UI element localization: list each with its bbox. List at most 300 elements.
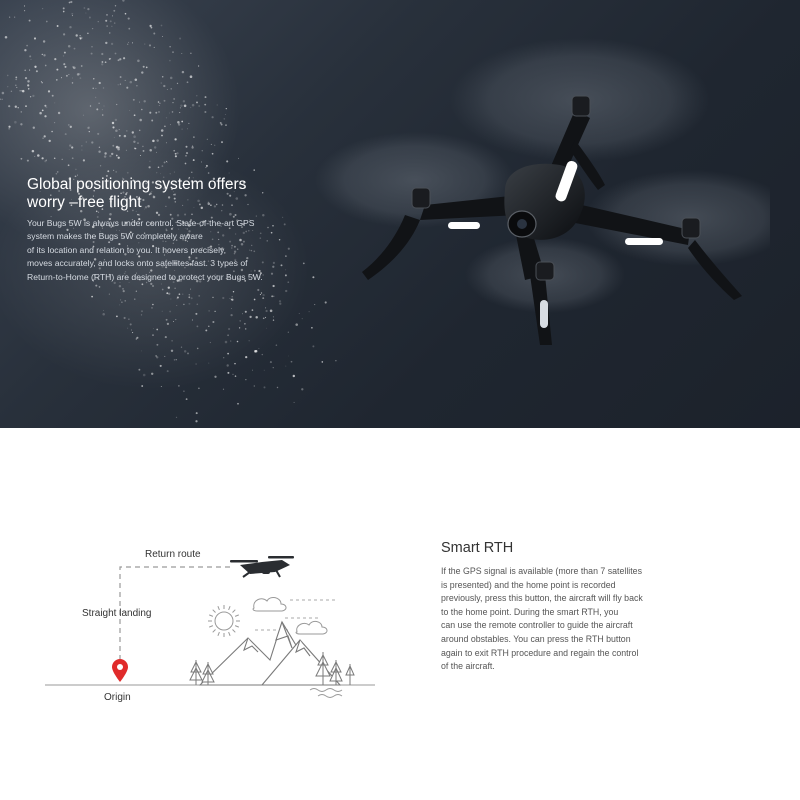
particle-dot (46, 21, 48, 23)
particle-dot (188, 123, 189, 124)
particle-dot (72, 66, 73, 67)
particle-dot (171, 350, 173, 352)
particle-dot (89, 17, 91, 19)
particle-dot (249, 340, 250, 341)
particle-dot (266, 310, 268, 312)
particle-dot (164, 356, 165, 357)
particle-dot (182, 293, 183, 294)
particle-dot (156, 172, 157, 173)
particle-dot (121, 301, 123, 303)
sun-ray (209, 615, 213, 617)
particle-dot (172, 51, 174, 53)
particle-dot (72, 82, 74, 84)
particle-dot (80, 37, 82, 39)
particle-dot (42, 82, 43, 83)
particle-dot (92, 28, 93, 29)
particle-dot (18, 107, 19, 108)
particle-dot (25, 77, 27, 79)
particle-dot (134, 299, 135, 300)
smart-rth-description-line: previously, press this button, the aircraft will fly back (441, 593, 643, 604)
particle-dot (227, 334, 229, 336)
particle-dot (143, 66, 145, 68)
particle-dot (29, 20, 31, 22)
particle-dot (168, 286, 170, 288)
particle-dot (183, 100, 185, 102)
particle-dot (174, 288, 175, 289)
particle-dot (149, 149, 152, 152)
particle-dot (242, 313, 243, 314)
particle-dot (142, 146, 144, 148)
particle-dot (134, 148, 136, 150)
particle-dot (100, 165, 101, 166)
particle-dot (169, 60, 171, 62)
particle-dot (245, 328, 247, 330)
particle-dot (65, 133, 67, 135)
particle-dot (139, 130, 140, 131)
particle-dot (11, 91, 12, 92)
particle-dot (166, 319, 168, 321)
particle-dot (109, 32, 110, 33)
particle-dot (63, 11, 65, 13)
particle-dot (81, 65, 83, 67)
particle-dot (214, 311, 215, 312)
particle-dot (51, 131, 53, 133)
particle-dot (33, 127, 35, 129)
particle-dot (189, 294, 190, 295)
hero-title (27, 176, 327, 212)
smart-rth-description-line: around obstables. You can press the RTH button (441, 633, 631, 644)
particle-dot (223, 389, 224, 390)
particle-dot (54, 58, 56, 60)
particle-dot (112, 126, 114, 128)
particle-dot (195, 313, 197, 315)
particle-dot (115, 5, 116, 6)
particle-dot (176, 417, 177, 418)
particle-dot (184, 213, 186, 215)
particle-dot (113, 170, 114, 171)
particle-dot (212, 297, 213, 298)
particle-dot (226, 108, 227, 109)
particle-dot (114, 137, 115, 138)
particle-dot (37, 154, 40, 157)
particle-dot (154, 47, 155, 48)
particle-dot (262, 354, 263, 355)
particle-dot (208, 310, 209, 311)
particle-dot (8, 126, 10, 128)
particle-dot (172, 102, 173, 103)
particle-dot (155, 355, 157, 357)
particle-dot (198, 65, 199, 66)
particle-dot (102, 313, 105, 316)
particle-dot (170, 88, 171, 89)
particle-dot (125, 80, 126, 81)
particle-dot (206, 165, 208, 167)
particle-dot (294, 402, 295, 403)
particle-dot (225, 124, 227, 126)
particle-dot (211, 144, 212, 145)
particle-dot (237, 403, 239, 405)
particle-dot (239, 327, 240, 328)
particle-dot (104, 152, 106, 154)
particle-dot (101, 53, 103, 55)
particle-dot (231, 299, 232, 300)
particle-dot (198, 295, 200, 297)
particle-dot (223, 357, 224, 358)
particle-dot (285, 290, 287, 292)
particle-dot (115, 171, 117, 173)
particle-dot (170, 214, 172, 216)
particle-dot (41, 157, 43, 159)
particle-dot (124, 317, 126, 319)
particle-dot (160, 82, 162, 84)
particle-dot (103, 310, 104, 311)
particle-dot (161, 386, 162, 387)
particle-dot (181, 53, 182, 54)
particle-dot (165, 336, 167, 338)
particle-dot (119, 58, 121, 60)
particle-dot (238, 158, 239, 159)
particle-dot (118, 59, 120, 61)
particle-dot (198, 105, 200, 107)
particle-dot (120, 299, 121, 300)
particle-dot (24, 10, 25, 11)
particle-dot (126, 130, 128, 132)
particle-dot (109, 213, 112, 216)
particle-dot (29, 55, 31, 57)
particle-dot (227, 353, 229, 355)
particle-dot (16, 87, 17, 88)
particle-dot (221, 141, 223, 143)
particle-dot (229, 173, 230, 174)
particle-dot (2, 92, 5, 95)
particle-dot (222, 297, 224, 299)
particle-dot (127, 44, 128, 45)
particle-dot (140, 155, 141, 156)
particle-dot (93, 88, 94, 89)
particle-dot (91, 141, 93, 143)
particle-dot (127, 172, 129, 174)
particle-dot (34, 156, 35, 157)
particle-dot (166, 142, 167, 143)
particle-dot (42, 54, 43, 55)
particle-dot (273, 367, 274, 368)
particle-dot (156, 139, 158, 141)
sun-ray (229, 606, 231, 610)
particle-dot (66, 75, 68, 77)
particle-dot (84, 7, 86, 9)
particle-dot (231, 308, 232, 309)
particle-dot (75, 169, 77, 171)
particle-dot (133, 99, 135, 101)
particle-dot (265, 307, 266, 308)
particle-dot (158, 167, 160, 169)
particle-dot (180, 105, 182, 107)
particle-dot (32, 95, 34, 97)
particle-dot (229, 298, 230, 299)
particle-dot (56, 79, 58, 81)
particle-dot (44, 115, 46, 117)
particle-dot (205, 167, 206, 168)
particle-dot (245, 356, 247, 358)
particle-dot (264, 370, 265, 371)
particle-dot (214, 145, 215, 146)
particle-dot (151, 307, 153, 309)
particle-dot (177, 121, 180, 124)
water-icon (310, 689, 342, 698)
particle-dot (196, 101, 198, 103)
particle-dot (161, 25, 163, 27)
particle-dot (273, 319, 274, 320)
smart-rth-description-line: of the aircraft. (441, 661, 495, 672)
particle-dot (158, 214, 160, 216)
particle-dot (162, 311, 163, 312)
particle-dot (112, 122, 114, 124)
particle-dot (14, 17, 15, 18)
particle-dot (15, 106, 17, 108)
hero-description (27, 217, 327, 284)
particle-dot (24, 70, 26, 72)
particle-dot (265, 317, 266, 318)
particle-dot (220, 122, 222, 124)
particle-dot (131, 330, 132, 331)
particle-dot (155, 112, 157, 114)
particle-dot (45, 65, 47, 67)
sun-ray (209, 626, 213, 628)
particle-dot (149, 112, 151, 114)
particle-dot (107, 26, 108, 27)
particle-dot (27, 160, 29, 162)
particle-dot (58, 112, 60, 114)
particle-dot (130, 323, 132, 325)
particle-dot (15, 85, 17, 87)
particle-dot (115, 130, 118, 133)
particle-dot (21, 158, 23, 160)
particle-dot (291, 361, 293, 363)
cloud-icon (253, 597, 327, 634)
particle-dot (228, 328, 230, 330)
particle-dot (54, 158, 56, 160)
particle-dot (195, 420, 197, 422)
particle-dot (119, 129, 120, 130)
particle-dot (63, 63, 65, 65)
hero-title-line: worry –free flight (27, 194, 142, 211)
particle-dot (262, 294, 264, 296)
particle-dot (273, 316, 274, 317)
particle-dot (26, 45, 28, 47)
particle-dot (186, 152, 188, 154)
particle-dot (204, 111, 206, 113)
particle-dot (253, 169, 254, 170)
particle-dot (151, 120, 153, 122)
particle-dot (149, 161, 150, 162)
particle-dot (169, 113, 170, 114)
particle-dot (76, 34, 78, 36)
hero-description-line: Return-to-Home (RTH) are designed to protect your Bugs 5W. (27, 271, 263, 282)
particle-dot (141, 71, 143, 73)
particle-dot (68, 124, 70, 126)
particle-dot (225, 114, 226, 115)
particle-dot (153, 328, 154, 329)
smart-rth-description-line: again to exit RTH procedure and regain the control (441, 647, 639, 658)
particle-dot (104, 106, 105, 107)
particle-dot (186, 146, 188, 148)
particle-dot (166, 292, 168, 294)
particle-dot (254, 385, 255, 386)
particle-dot (27, 80, 29, 82)
particle-dot (235, 375, 237, 377)
particle-dot (15, 77, 17, 79)
particle-dot (98, 103, 99, 104)
particle-dot (276, 344, 278, 346)
particle-dot (136, 291, 137, 292)
particle-dot (128, 28, 130, 30)
particle-dot (134, 114, 136, 116)
particle-dot (212, 321, 214, 323)
particle-dot (71, 146, 73, 148)
particle-dot (132, 42, 133, 43)
particle-dot (198, 387, 200, 389)
particle-dot (214, 376, 216, 378)
particle-dot (262, 297, 264, 299)
particle-dot (99, 82, 101, 84)
particle-dot (113, 10, 115, 12)
particle-dot (167, 370, 169, 372)
particle-dot (207, 139, 208, 140)
particle-dot (170, 124, 171, 125)
particle-dot (137, 214, 138, 215)
particle-dot (54, 122, 55, 123)
particle-dot (254, 299, 256, 301)
particle-dot (191, 172, 192, 173)
particle-dot (71, 13, 73, 15)
particle-dot (208, 326, 209, 327)
particle-dot (32, 150, 35, 153)
particle-dot (239, 320, 241, 322)
particle-dot (118, 84, 119, 85)
particle-dot (173, 98, 174, 99)
particle-dot (270, 361, 272, 363)
particle-dot (99, 147, 100, 148)
particle-dot (174, 138, 176, 140)
particle-dot (83, 159, 85, 161)
particle-dot (166, 117, 167, 118)
particle-dot (295, 323, 298, 326)
particle-dot (98, 150, 100, 152)
particle-dot (116, 146, 119, 149)
particle-dot (136, 338, 137, 339)
particle-dot (98, 21, 99, 22)
particle-dot (172, 111, 174, 113)
particle-dot (123, 57, 125, 59)
particle-dot (162, 165, 164, 167)
particle-dot (42, 110, 44, 112)
particle-dot (266, 328, 267, 329)
particle-dot (96, 108, 98, 110)
particle-dot (141, 350, 142, 351)
particle-dot (192, 104, 195, 107)
particle-dot (226, 160, 228, 162)
particle-dot (69, 144, 71, 146)
particle-dot (184, 105, 187, 108)
particle-dot (111, 43, 113, 45)
particle-dot (5, 36, 8, 39)
particle-dot (169, 46, 170, 47)
particle-dot (41, 81, 42, 82)
particle-dot (81, 145, 82, 146)
particle-dot (176, 359, 177, 360)
particle-dot (87, 127, 89, 129)
particle-dot (137, 60, 140, 63)
particle-dot (109, 155, 111, 157)
particle-dot (138, 369, 140, 371)
particle-dot (212, 153, 214, 155)
particle-dot (119, 285, 121, 287)
particle-dot (141, 310, 143, 312)
particle-dot (288, 332, 289, 333)
particle-dot (151, 373, 153, 375)
particle-dot (152, 334, 153, 335)
particle-dot (188, 303, 190, 305)
particle-dot (63, 33, 65, 35)
particle-dot (34, 66, 36, 68)
particle-dot (149, 44, 151, 46)
particle-dot (20, 90, 21, 91)
particle-dot (48, 140, 50, 142)
particle-dot (90, 105, 91, 106)
particle-dot (181, 128, 182, 129)
sun-ray (229, 632, 231, 636)
particle-dot (175, 155, 177, 157)
particle-dot (234, 363, 236, 365)
particle-dot (255, 316, 258, 319)
particle-dot (137, 142, 138, 143)
particle-dot (285, 366, 286, 367)
origin-label: Origin (104, 692, 131, 703)
particle-dot (126, 150, 127, 151)
particle-dot (57, 25, 59, 27)
particle-dot (252, 309, 254, 311)
particle-dot (107, 170, 109, 172)
particle-dot (14, 121, 17, 124)
particle-dot (205, 96, 207, 98)
particle-dot (52, 95, 54, 97)
particle-dot (254, 350, 257, 353)
particle-dot (193, 136, 195, 138)
particle-dot (197, 303, 199, 305)
particle-dot (29, 70, 30, 71)
particle-dot (146, 67, 148, 69)
particle-dot (221, 124, 223, 126)
particle-dot (143, 150, 145, 152)
particle-dot (122, 288, 123, 289)
particle-dot (72, 157, 74, 159)
particle-dot (128, 319, 129, 320)
particle-dot (191, 146, 193, 148)
particle-dot (116, 104, 117, 105)
particle-dot (102, 109, 103, 110)
particle-dot (24, 49, 26, 51)
particle-dot (105, 42, 107, 44)
particle-dot (25, 105, 27, 107)
hero-description-line: system makes the Bugs 5W completely aware (27, 231, 203, 242)
particle-dot (177, 83, 178, 84)
particle-dot (43, 40, 45, 42)
particle-dot (132, 332, 133, 333)
particle-dot (48, 90, 50, 92)
particle-dot (279, 303, 281, 305)
particle-dot (112, 15, 113, 16)
particle-dot (164, 125, 166, 127)
